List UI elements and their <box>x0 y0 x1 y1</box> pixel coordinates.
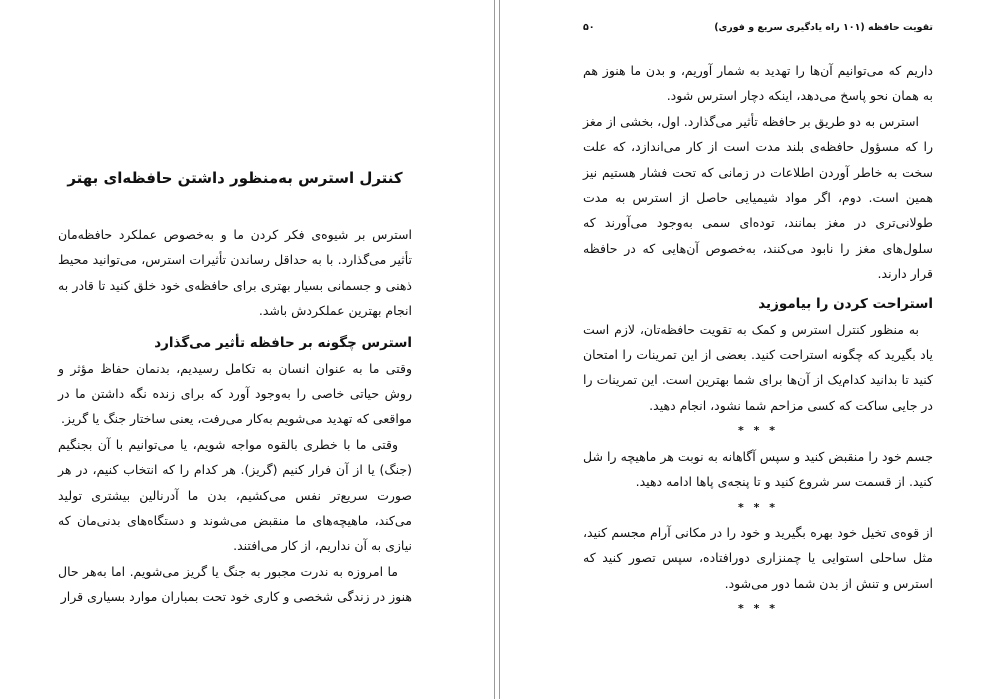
paragraph: وقتی ما به عنوان انسان به تکامل رسیدیم، بدنمان حفاظ مؤثر و روش حیاتی خاصی را به‌وجود آورد که برای زنده نگه داشتن ما در مواقعی که تهدید می‌شویم به‌کار می‌رفت، یعنی ساختار جنگ یا گریز. <box>58 360 412 427</box>
paragraph: جسم خود را منقبض کنید و سپس آگاهانه به نوبت هر ماهیچه را شل کنید. از قسمت سر شروع کنید و تا پنجه‌ی پاها ادامه دهید. <box>583 448 933 490</box>
running-head <box>583 22 933 42</box>
paragraph: ما امروزه به ندرت مجبور به جنگ یا گریز می‌شویم. اما به‌هر حال هنوز در زندگی شخصی و کاری خود تحت بمباران موارد بسیاری قرار <box>58 563 412 605</box>
separator-stars: * * * <box>738 424 778 438</box>
chapter-title: کنترل استرس به‌منظور داشتن حافظه‌ای بهتر <box>67 169 403 187</box>
paragraph: استرس به دو طریق بر حافظه تأثیر می‌گذارد. اول، بخشی از مغز را که مسؤول حافظه‌ی بلند مدت است از کار می‌اندازد، که علت سخت به خاطر آوردن اطلاعات در زمانی که تحت فشار هستیم نیز همین است. دوم، اگر مواد شیمیایی حاصل از استرس به مدت طولانی‌تری در مغز بمانند، توده‌ای سمی به‌وجود می‌آورند که سلول‌های مغز را نابود می‌کنند، به‌خصوص آن‌هایی که در حافظه قرار دارند. <box>583 113 933 282</box>
right-page-body <box>583 58 933 622</box>
paragraph: از قوه‌ی تخیل خود بهره بگیرید و خود را در مکانی آرام مجسم کنید، مثل ساحلی استوایی یا چمنزاری دورافتاده، سپس تصور کنید که استرس و تنش از بدن شما دور می‌شود. <box>583 524 933 591</box>
paragraph: وقتی ما با خطری بالقوه مواجه شویم، یا می‌توانیم با آن بجنگیم (جنگ) یا از آن فرار کنیم (گریز). هر کدام را که انتخاب کنیم، در هر صورت سریع‌تر نفس می‌کشیم، بدن ما آدرنالین بیشتری تولید می‌کند، ماهیچه‌های ما منقبض می‌شوند و دستگاه‌های بدنی‌مان که نیازی به آن نداریم، از کار می‌افتند. <box>58 436 412 554</box>
running-title: تقویت حافظه (۱۰۱ راه یادگیری سریع و فوری) <box>714 22 933 33</box>
separator-stars: * * * <box>738 500 778 514</box>
paragraph: استرس بر شیوه‌ی فکر کردن ما و به‌خصوص عملکرد حافظه‌مان تأثیر می‌گذارد. با به حداقل رساندن تأثیرات استرس، می‌توانید محیط ذهنی و جسمانی بسیار بهتری برای حافظه‌ی خود خلق کنید تا قادر به انجام بهترین عملکردش باشد. <box>58 227 412 319</box>
paragraph: داریم که می‌توانیم آن‌ها را تهدید به شمار آوریم، و بدن ما هنوز هم به همان نحو پاسخ می‌دهد، اینکه دچار استرس شود. <box>583 63 933 104</box>
paragraph: به منظور کنترل استرس و کمک به تقویت حافظه‌تان، لازم است یاد بگیرید که چگونه استراحت کنید. بعضی از این تمرینات را امتحان کنید تا بدانید کدام‌یک از آن‌ها برای شما بهترین است. این تمرینات را در جایی ساکت که کسی مزاحم شما نشود، انجام دهید. <box>583 321 933 413</box>
separator-stars: * * * <box>738 602 778 616</box>
page-number: ۵۰ <box>583 22 595 33</box>
section-heading: استراحت کردن را بیاموزید <box>758 295 933 312</box>
left-page-body <box>58 222 412 610</box>
section-heading: استرس چگونه بر حافظه تأثیر می‌گذارد <box>154 334 412 351</box>
